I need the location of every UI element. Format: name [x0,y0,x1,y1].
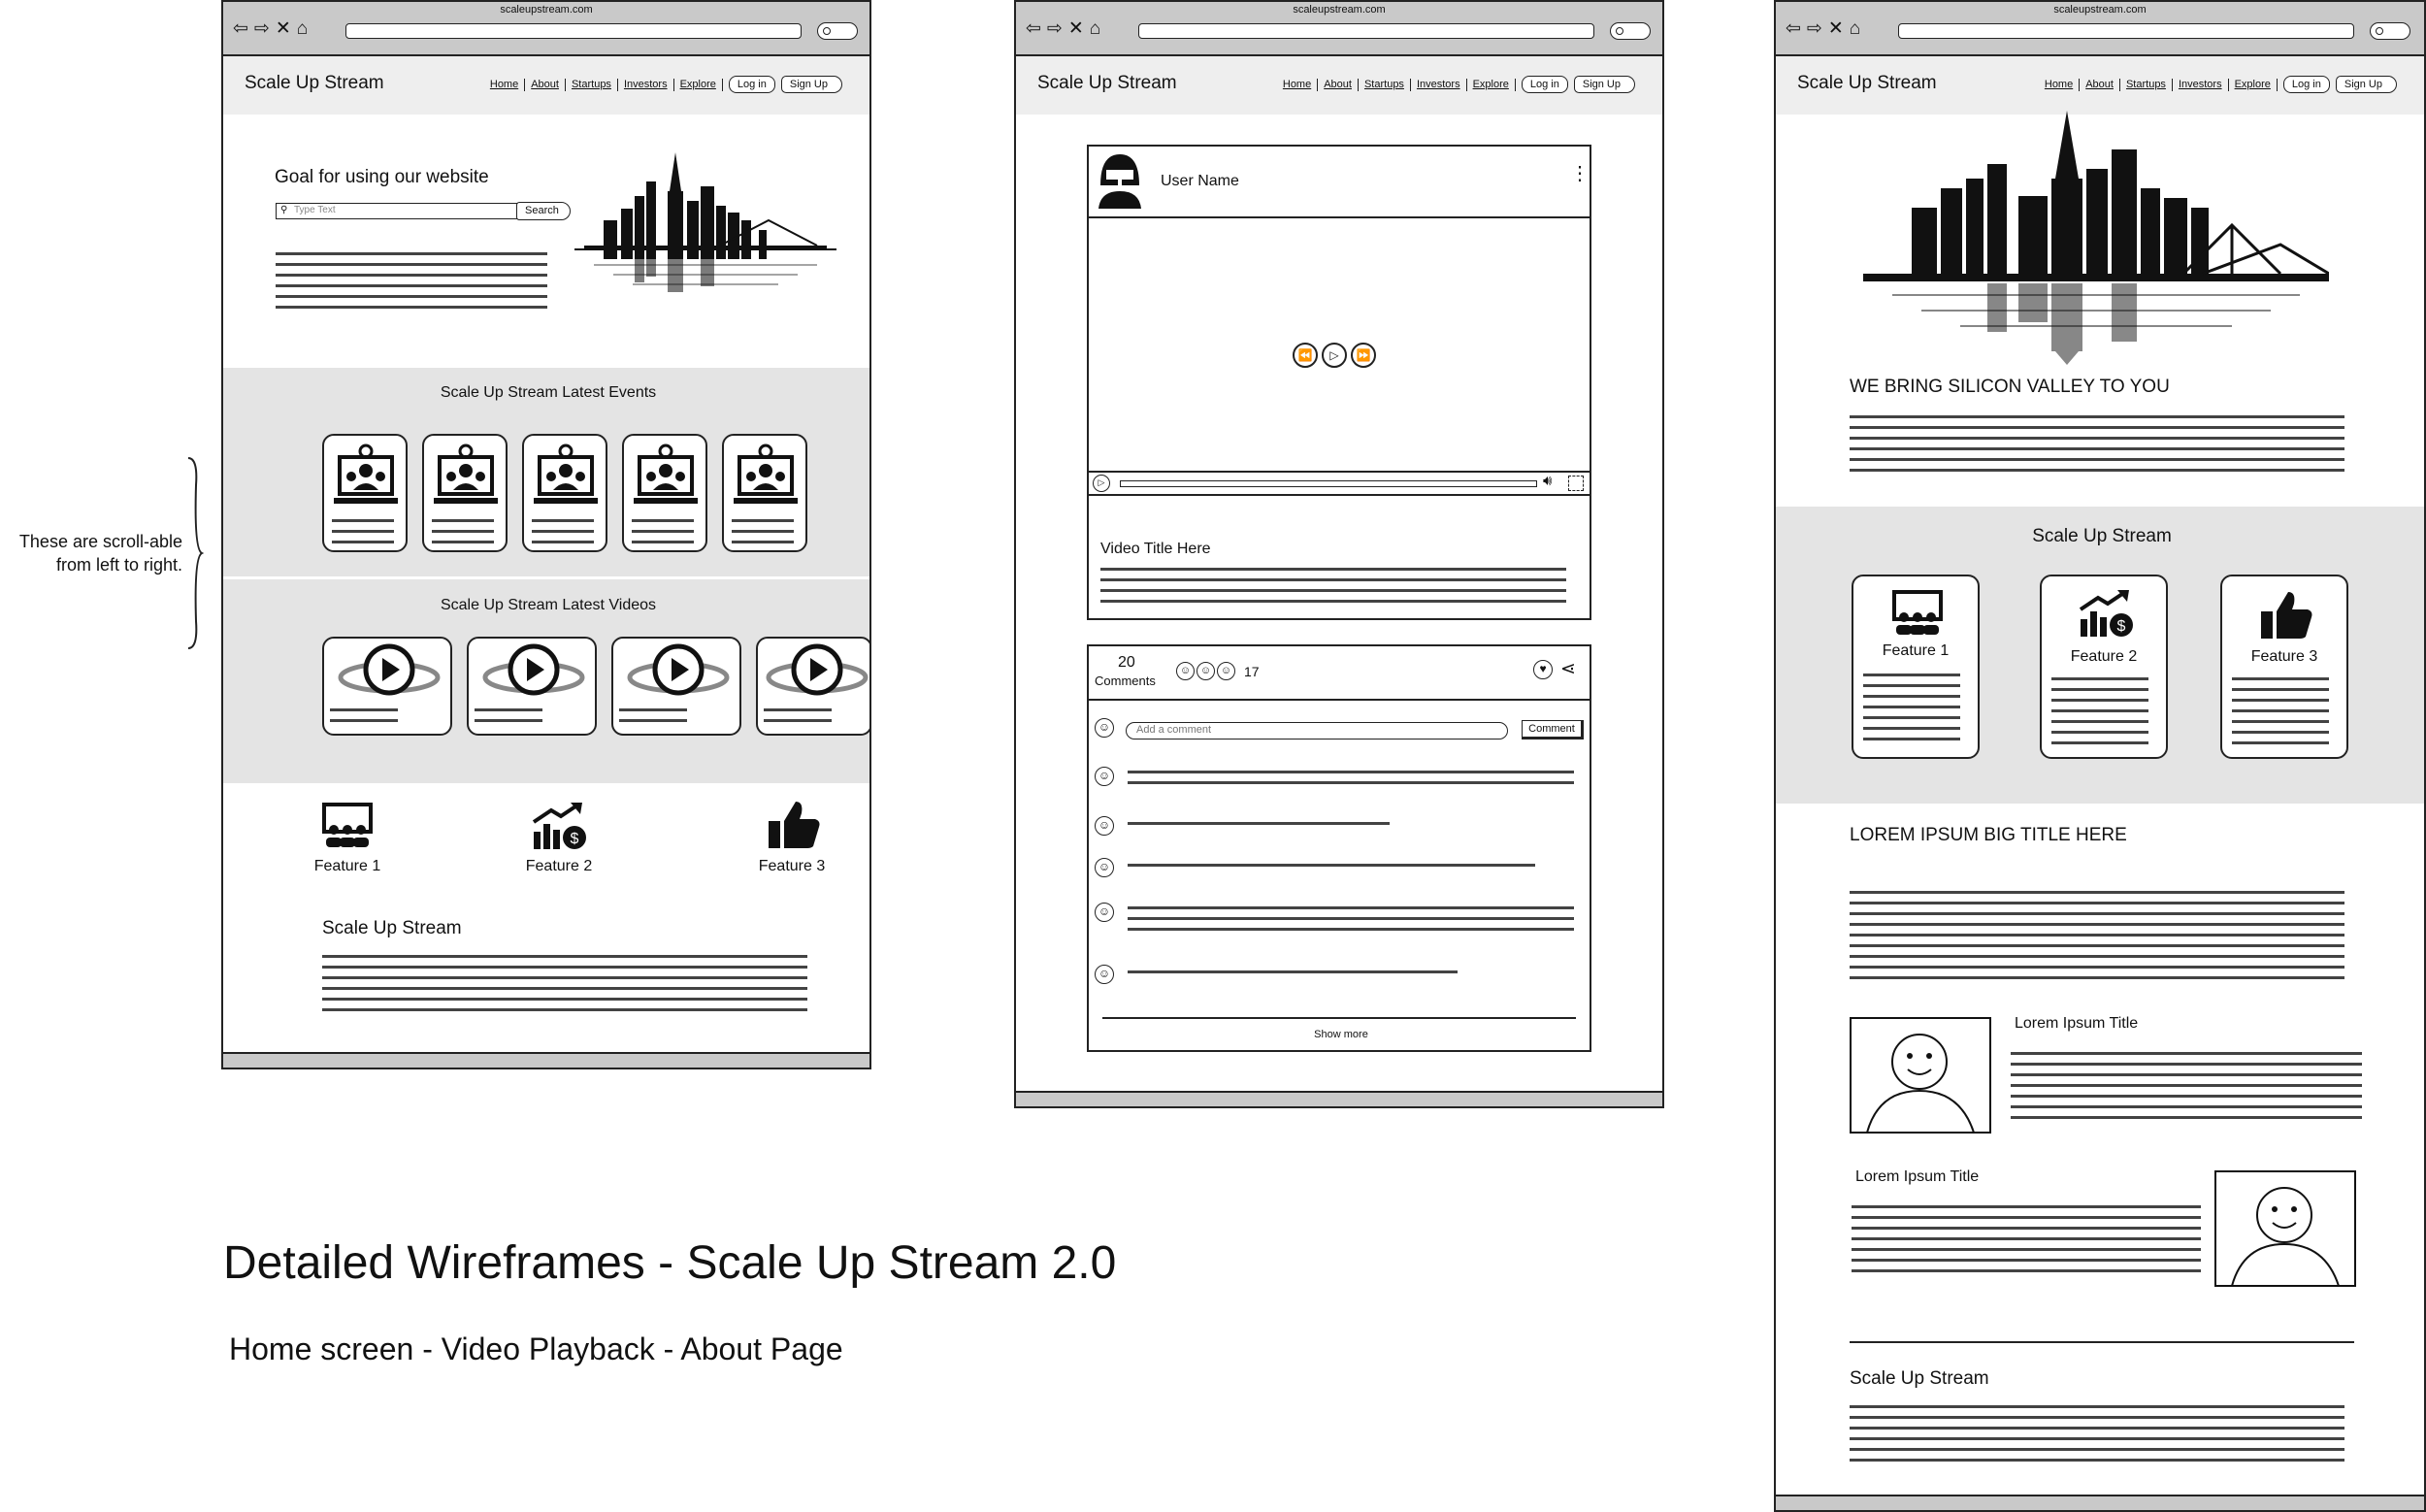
comments-header-divider [1089,699,1590,701]
thumbs-up-icon [2259,590,2313,641]
person-placeholder-image [2214,1170,2356,1287]
close-icon[interactable]: ✕ [1067,18,1084,39]
back-icon[interactable]: ⇦ [1026,18,1041,39]
home-wireframe [221,0,871,1069]
meeting-icon [1890,590,1945,637]
big-title: LOREM IPSUM BIG TITLE HERE [1850,825,2127,845]
status-bar [1776,1495,2424,1510]
comment-text [1128,970,1458,978]
viewer-count: 17 [1244,664,1260,679]
browser-chrome [1776,2,2424,56]
growth-dollar-icon [2079,590,2135,639]
nav-links [2039,76,2397,93]
control-bar [1089,471,1590,494]
comment-avatar: ☺ [1095,903,1114,922]
event-card[interactable] [522,434,607,552]
signup-button[interactable]: Sign Up [1574,76,1635,93]
feature-3-label: Feature 3 [758,858,826,874]
item-text-1 [2011,1052,2362,1126]
feature-text [1863,674,1960,747]
growth-dollar-icon [532,803,588,851]
events-videos-divider [223,576,869,579]
signup-button[interactable]: Sign Up [781,76,842,93]
volume-icon[interactable]: 🔊︎ [1543,473,1553,489]
browser-nav-icons[interactable] [1026,19,1100,39]
caption-subtitle: Home screen - Video Playback - About Page [229,1331,843,1366]
big-title-text [1850,891,2344,986]
comment-avatar: ☺ [1095,816,1114,836]
url-title: scaleupstream.com [2053,4,2147,16]
person-placeholder-image [1850,1017,1991,1134]
feature-1-label: Feature 1 [1882,642,1950,659]
back-icon[interactable]: ⇦ [233,18,248,39]
brand-name[interactable]: Scale Up Stream [1037,73,1177,93]
section-title: Scale Up Stream [2032,526,2172,546]
feature-1-label: Feature 1 [313,858,381,874]
nav-investors[interactable]: Investors [618,79,674,91]
nav-startups[interactable]: Startups [2120,79,2173,91]
presentation-icon [532,444,600,508]
footer-divider [1850,1341,2354,1343]
video-text [764,708,832,730]
url-title: scaleupstream.com [1293,4,1386,16]
browser-nav-icons[interactable] [1786,19,1860,39]
video-player-card [1087,145,1591,620]
small-play-icon[interactable]: ▷ [1093,475,1110,492]
presentation-icon [432,444,500,508]
feature-2-label: Feature 2 [525,858,593,874]
play-icon[interactable]: ▷ [1322,343,1347,368]
video-card[interactable] [467,637,597,736]
footer-text [322,955,807,1015]
footer-title: Scale Up Stream [322,918,462,938]
videos-title: Scale Up Stream Latest Videos [440,597,657,613]
nav-explore[interactable]: Explore [1467,79,1516,91]
home-icon[interactable]: ⌂ [1849,18,1861,39]
url-title: scaleupstream.com [500,4,593,16]
status-bar [1016,1091,1662,1106]
nav-investors[interactable]: Investors [2173,79,2229,91]
play-icon [336,642,443,701]
nav-home[interactable]: Home [2039,79,2080,91]
video-title: Video Title Here [1100,541,1211,557]
playback-controls [1293,343,1376,368]
home-icon[interactable]: ⌂ [1089,18,1101,39]
feature-2-label: Feature 2 [2070,648,2138,665]
feature-card[interactable] [2220,575,2348,759]
hero-title: Goal for using our website [275,167,489,187]
user-icon: ☺ [1217,662,1235,680]
show-more-divider [1102,1017,1576,1019]
footer-text [1850,1405,2344,1463]
search-placeholder: Type Text [294,205,336,215]
address-bar[interactable] [1138,23,1594,39]
fullscreen-icon[interactable] [1568,476,1584,491]
meeting-icon [320,803,375,849]
comment-placeholder: Add a comment [1136,724,1212,736]
item-text-2 [1852,1205,2201,1277]
brand-name[interactable]: Scale Up Stream [1797,73,1937,93]
presentation-icon [632,444,700,508]
forward-icon[interactable]: ⇨ [1046,18,1063,39]
hero-text [1850,415,2344,477]
forward-icon[interactable]: ⇨ [253,18,270,39]
rewind-icon[interactable]: ⏪ [1293,343,1318,368]
login-button[interactable]: Log in [2283,76,2330,93]
user-icon: ☺ [1176,662,1195,680]
feature-card[interactable] [2040,575,2168,759]
show-more-link[interactable]: Show more [1314,1029,1368,1040]
browser-chrome [1016,2,1662,56]
comment-text [1128,771,1574,790]
nav-explore[interactable]: Explore [674,79,723,91]
presentation-icon [732,444,800,508]
share-icon[interactable]: ⋖ [1560,659,1576,679]
avatar[interactable] [1097,152,1143,211]
events-title: Scale Up Stream Latest Events [440,384,657,401]
nav-about[interactable]: About [525,79,566,91]
browser-search-icon[interactable] [817,22,858,40]
feature-text [2051,677,2148,747]
brand-name[interactable]: Scale Up Stream [245,73,384,93]
user-icon: ☺ [1197,662,1215,680]
viewer-avatars [1176,662,1235,680]
svg-text:$: $ [2116,618,2126,635]
search-icon: ⚲ [280,205,288,215]
signup-button[interactable]: Sign Up [2336,76,2397,93]
event-card[interactable] [422,434,508,552]
home-icon[interactable]: ⌂ [296,18,309,39]
item-title-1: Lorem Ipsum Title [2015,1015,2139,1032]
heart-icon[interactable]: ♥ [1533,660,1553,679]
address-bar[interactable] [1898,23,2354,39]
play-icon [764,642,870,701]
presentation-icon [332,444,400,508]
video-text [619,708,687,730]
comment-text [1128,906,1574,937]
video-card[interactable] [611,637,741,736]
fast-forward-icon[interactable]: ⏩ [1351,343,1376,368]
event-text [332,519,394,544]
nav-startups[interactable]: Startups [1359,79,1411,91]
city-skyline-image [574,152,836,303]
search-input[interactable] [276,203,518,219]
feature-text [2232,677,2329,747]
browser-search-icon[interactable] [1610,22,1651,40]
site-header [1776,56,2424,115]
comments-card [1087,644,1591,1052]
annotation-brace [184,456,204,650]
nav-links [484,76,842,93]
close-icon[interactable]: ✕ [275,18,291,39]
back-icon[interactable]: ⇦ [1786,18,1801,39]
comments-label: Comments [1095,674,1156,688]
video-description [1100,568,1566,603]
address-bar[interactable] [345,23,802,39]
site-header [223,56,869,115]
svg-text:$: $ [570,831,579,847]
user-name[interactable]: User Name [1161,173,1239,189]
feature-card[interactable] [1852,575,1980,759]
browser-search-icon[interactable] [2370,22,2410,40]
about-wireframe [1774,0,2426,1512]
comment-avatar: ☺ [1095,965,1114,984]
search-button[interactable]: Search [516,202,571,220]
caption-title: Detailed Wireframes - Scale Up Stream 2.0 [223,1237,1117,1289]
nav-investors[interactable]: Investors [1411,79,1467,91]
comment-button[interactable]: Comment [1522,720,1584,740]
event-card[interactable] [322,434,408,552]
login-button[interactable]: Log in [729,76,775,93]
event-text [732,519,794,544]
event-card[interactable] [722,434,807,552]
item-title-2: Lorem Ipsum Title [1855,1168,1980,1185]
video-wireframe [1014,0,1664,1108]
video-card[interactable] [756,637,871,736]
feature-3-label: Feature 3 [2250,648,2318,665]
video-text [475,708,542,730]
play-icon [480,642,587,701]
play-icon [625,642,732,701]
city-skyline-image [1863,111,2329,365]
comment-avatar: ☺ [1095,858,1114,877]
event-card[interactable] [622,434,707,552]
comment-avatar: ☺ [1095,718,1114,738]
close-icon[interactable]: ✕ [1827,18,1844,39]
nav-home[interactable]: Home [484,79,525,91]
event-text [432,519,494,544]
thumbs-up-icon [767,800,821,850]
nav-about[interactable]: About [2080,79,2120,91]
comment-avatar: ☺ [1095,767,1114,786]
hero-heading: WE BRING SILICON VALLEY TO YOU [1850,377,2170,397]
comment-text [1128,822,1390,830]
nav-explore[interactable]: Explore [2229,79,2278,91]
video-text [330,708,398,730]
hero-text [276,252,547,314]
kebab-menu-icon[interactable]: ⋮ [1570,163,1590,184]
nav-links [1277,76,1635,93]
comment-count: 20 [1118,654,1135,671]
footer-title: Scale Up Stream [1850,1368,1989,1389]
status-bar [223,1052,869,1068]
event-text [632,519,694,544]
nav-about[interactable]: About [1318,79,1359,91]
forward-icon[interactable]: ⇨ [1806,18,1822,39]
video-area[interactable] [1089,216,1590,496]
scroll-annotation: These are scroll-able from left to right. [18,532,182,575]
browser-chrome [223,2,869,56]
nav-startups[interactable]: Startups [566,79,618,91]
comment-input[interactable] [1126,722,1508,740]
site-header [1016,56,1662,115]
comment-text [1128,864,1535,871]
event-text [532,519,594,544]
nav-home[interactable]: Home [1277,79,1318,91]
browser-nav-icons[interactable] [233,19,308,39]
login-button[interactable]: Log in [1522,76,1568,93]
video-card[interactable] [322,637,452,736]
progress-bar[interactable] [1120,480,1537,487]
